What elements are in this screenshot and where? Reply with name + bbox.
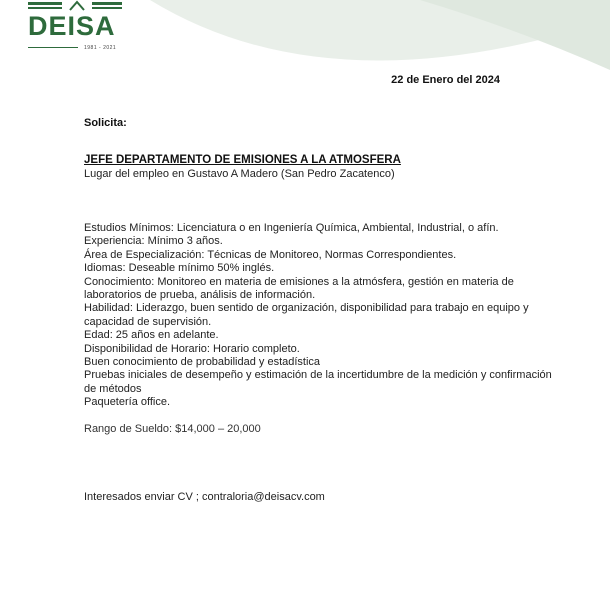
requirement-item: Idiomas: Deseable mínimo 50% inglés. [84, 262, 275, 275]
requirement-item: Edad: 25 años en adelante. [84, 329, 219, 342]
requirement-item: Pruebas iniciales de desempeño y estimación de la incertidumbre de la medición y confirmación de métodos [84, 369, 552, 395]
requirement-item: Estudios Mínimos: Licenciatura o en Ingeniería Química, Ambiental, Industrial, o afín. [84, 222, 499, 234]
job-title: JEFE DEPARTAMENTO DE EMISIONES A LA ATMOSFERA [84, 154, 401, 166]
contact-info: Interesados enviar CV ; contraloria@deisacv.com [84, 491, 325, 503]
requirement-item: Conocimiento: Monitoreo en materia de emisiones a la atmósfera, gestión en materia de laboratorios de prueba, análisis de información. [84, 275, 514, 302]
salary-range: Rango de Sueldo: $14,000 – 20,000 [84, 423, 261, 435]
requirement-item: Paquetería office. [84, 396, 171, 409]
requirement-item: Experiencia: Mínimo 3 años. [84, 235, 223, 248]
solicita-heading: Solicita: [84, 117, 127, 129]
logo-divider [28, 47, 78, 48]
requirement-item: Habilidad: Liderazgo, buen sentido de organización, disponibilidad para trabajo en equipo y capacidad de supervisión. [84, 302, 529, 328]
job-location: Lugar del empleo en Gustavo A Madero (San Pedro Zacatenco) [84, 168, 395, 180]
logo-years: 1981 - 2021 [84, 45, 117, 51]
requirement-item: Área de Especialización: Técnicas de Monitoreo, Normas Correspondientes. [84, 248, 457, 261]
requirement-item: Buen conocimiento de probabilidad y estadística [84, 356, 321, 369]
letter-date: 22 de Enero del 2024 [391, 74, 500, 86]
logo-wordmark: DEISA [28, 11, 116, 41]
requirement-item: Disponibilidad de Horario: Horario completo. [84, 342, 300, 355]
requirements-list [84, 222, 554, 410]
deisa-logo [22, 0, 132, 56]
